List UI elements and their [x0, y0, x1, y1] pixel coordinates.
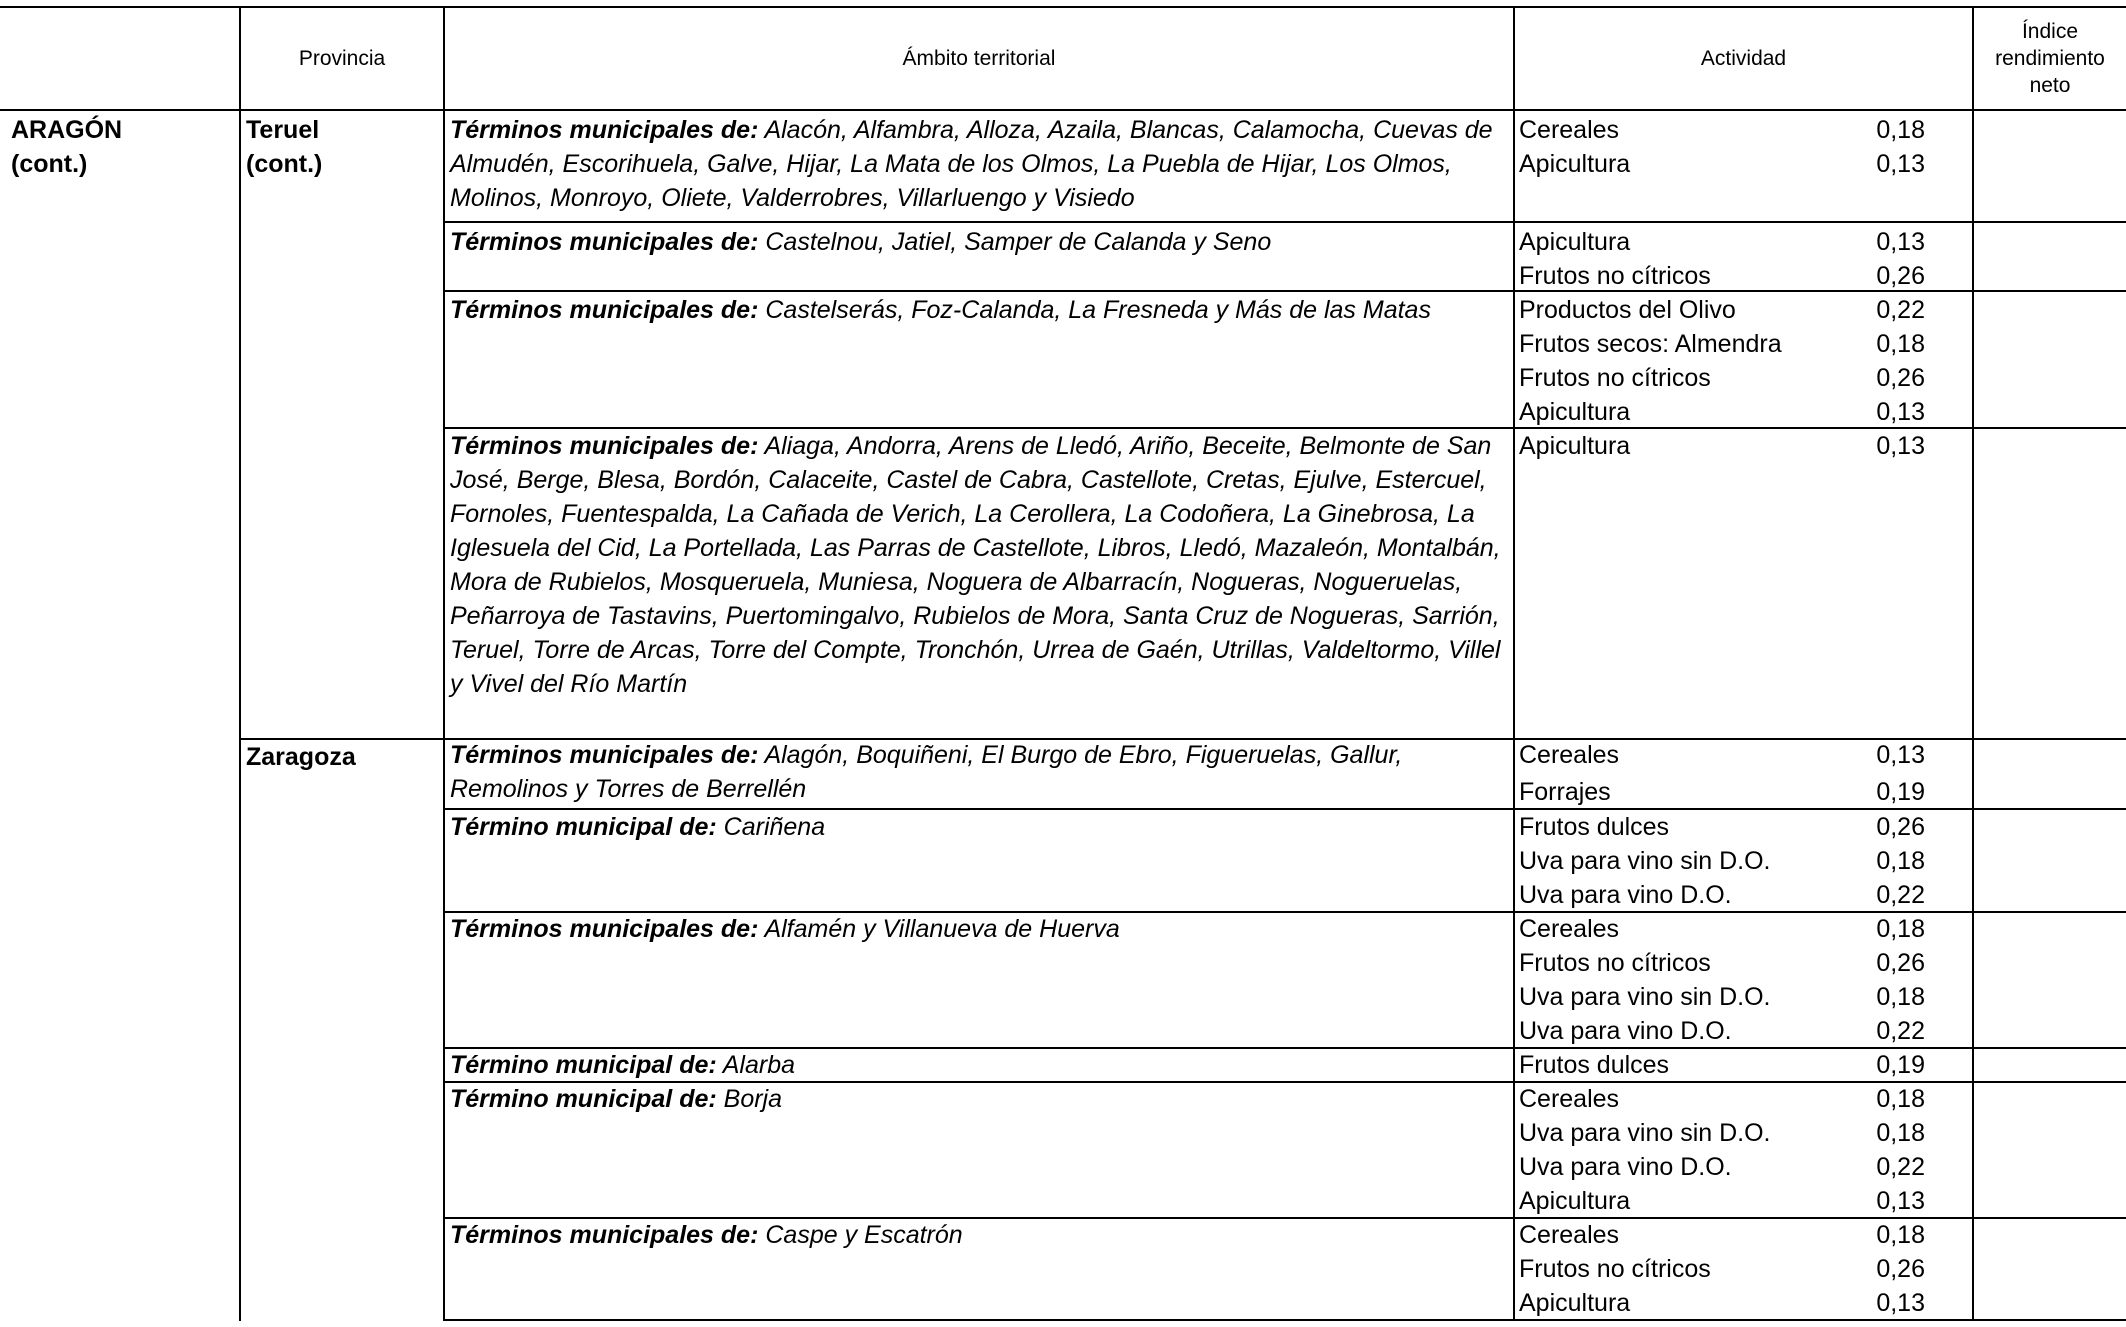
ambito-cell	[450, 429, 1510, 701]
actividad-cell: Cereales	[1519, 915, 1620, 943]
region-title: ARAGÓN	[11, 116, 123, 144]
ambito-label: Término municipal de:	[450, 813, 717, 841]
header-bottom-border	[0, 109, 2126, 111]
ambito-cell	[450, 113, 1510, 215]
actividad-cell: Frutos secos: Almendra	[1519, 330, 1782, 358]
actividad-cell: Apicultura	[1519, 398, 1631, 426]
actividad-cell: Frutos no cítricos	[1519, 949, 1711, 977]
ambito-cell	[450, 810, 1510, 844]
actividad-cell: Cereales	[1519, 1221, 1620, 1249]
indice-cell: 0,22	[1876, 296, 1925, 324]
row-separator	[443, 290, 2126, 292]
ambito-cell	[450, 225, 1510, 259]
actividad-cell: Apicultura	[1519, 1289, 1631, 1317]
ambito-places: Alagón, Boquiñeni, El Burgo de Ebro, Figueruelas, Gallur, Remolinos y Torres de Berrellén	[450, 741, 1403, 803]
indice-cell: 0,18	[1876, 1221, 1925, 1249]
indice-cell: 0,13	[1876, 1289, 1925, 1317]
actividad-cell: Uva para vino D.O.	[1519, 881, 1732, 909]
ambito-label: Términos municipales de:	[450, 296, 759, 324]
indice-cell: 0,18	[1876, 330, 1925, 358]
actividad-cell: Frutos dulces	[1519, 813, 1670, 841]
actividad-cell: Uva para vino sin D.O.	[1519, 983, 1771, 1011]
table-bottom-border	[443, 1319, 2126, 1321]
ambito-label: Términos municipales de:	[450, 432, 759, 460]
ambito-column-border	[443, 6, 445, 1321]
ambito-places: Aliaga, Andorra, Arens de Lledó, Ariño, Beceite, Belmonte de San José, Berge, Blesa, Bordón, Calaceite, Castel de Cabra, Castellote, Cretas, Ejulve, Estercuel, Fornoles, Fuentespalda, La Cañada de Verich, La Cerollera, La Codoñera, La Ginebrosa, La Iglesuela del Cid, La Portellada, Las Parras de Castellote, Libros, Lledó, Mazaleón, Montalbán, Mora de Rubielos, Mosqueruela, Muniesa, Noguera de Albarracín, Nogueras, Nogueruelas, Peñarroya de Tastavins, Puertomingalvo, Rubielos de Mora, Santa Cruz de Nogueras, Sarrión, Teruel, Torre de Arcas, Torre del Compte, Tronchón, Urrea de Gaén, Utrillas, Valdeltormo, Villel y Vivel del Río Martín	[450, 432, 1501, 698]
indice-cell: 0,13	[1876, 228, 1925, 256]
actividad-cell: Apicultura	[1519, 1187, 1631, 1215]
actividad-cell: Cereales	[1519, 741, 1620, 769]
indice-cell: 0,19	[1876, 778, 1925, 806]
ambito-cell	[450, 738, 1510, 806]
indice-cell: 0,13	[1876, 150, 1925, 178]
indice-cell: 0,22	[1876, 1017, 1925, 1045]
ambito-places: Alarba	[722, 1051, 795, 1079]
actividad-cell: Apicultura	[1519, 150, 1631, 178]
ambito-label: Términos municipales de:	[450, 915, 759, 943]
indice-cell: 0,26	[1876, 813, 1925, 841]
province-cont: (cont.)	[246, 150, 323, 178]
ambito-label: Términos municipales de:	[450, 741, 759, 769]
ambito-places: Cariñena	[723, 813, 826, 841]
provincia-column-border	[239, 6, 241, 1321]
province-teruel	[246, 113, 322, 181]
ambito-label: Término municipal de:	[450, 1051, 717, 1079]
indice-cell: 0,19	[1876, 1051, 1925, 1079]
ambito-label: Términos municipales de:	[450, 228, 759, 256]
ambito-places: Castelnou, Jatiel, Samper de Calanda y Seno	[765, 228, 1272, 256]
indice-cell: 0,13	[1876, 432, 1925, 460]
ambito-places: Alfamén y Villanueva de Huerva	[764, 915, 1120, 943]
indice-cell: 0,18	[1876, 1085, 1925, 1113]
ambito-places: Caspe y Escatrón	[765, 1221, 963, 1249]
actividad-cell: Frutos no cítricos	[1519, 1255, 1711, 1283]
province-title: Zaragoza	[246, 743, 356, 771]
ambito-label: Términos municipales de:	[450, 1221, 759, 1249]
actividad-cell: Productos del Olivo	[1519, 296, 1736, 324]
actividad-cell: Forrajes	[1519, 778, 1611, 806]
actividad-cell: Frutos dulces	[1519, 1051, 1670, 1079]
header-indice: Índice rendimiento neto	[1995, 20, 2105, 97]
ambito-label: Términos municipales de:	[450, 116, 759, 144]
ambito-places: Alacón, Alfambra, Alloza, Azaila, Blancas, Calamocha, Cuevas de Almudén, Escorihuela, Galve, Hijar, La Mata de los Olmos, La Puebla de Hijar, Los Olmos, Molinos, Monroyo, Oliete, Valderrobres, Villarluengo y Visiedo	[450, 116, 1493, 212]
indice-cell: 0,26	[1876, 364, 1925, 392]
header-ambito: Ámbito territorial	[902, 47, 1056, 70]
actividad-cell: Frutos no cítricos	[1519, 364, 1711, 392]
ambito-cell	[450, 1218, 1510, 1252]
indice-cell: 0,22	[1876, 881, 1925, 909]
ambito-cell	[450, 1082, 1510, 1116]
indice-cell: 0,13	[1876, 398, 1925, 426]
actividad-cell: Apicultura	[1519, 228, 1631, 256]
header-actividad: Actividad	[1700, 47, 1787, 70]
actividad-cell: Uva para vino sin D.O.	[1519, 847, 1771, 875]
indice-cell: 0,18	[1876, 116, 1925, 144]
ambito-cell	[450, 912, 1510, 946]
indice-cell: 0,18	[1876, 915, 1925, 943]
actividad-cell: Cereales	[1519, 116, 1620, 144]
indice-column-border	[1972, 6, 1974, 1321]
indice-cell: 0,22	[1876, 1153, 1925, 1181]
actividad-cell: Frutos no cítricos	[1519, 262, 1711, 290]
indice-cell: 0,18	[1876, 983, 1925, 1011]
region-name	[11, 113, 122, 181]
region-cont: (cont.)	[11, 150, 88, 178]
ambito-cell	[450, 1048, 1510, 1082]
indice-cell: 0,26	[1876, 1255, 1925, 1283]
province-zaragoza	[246, 740, 356, 774]
province-title: Teruel	[246, 116, 320, 144]
indice-cell: 0,18	[1876, 847, 1925, 875]
ambito-places: Castelserás, Foz-Calanda, La Fresneda y Más de las Matas	[765, 296, 1431, 324]
indice-cell: 0,13	[1876, 741, 1925, 769]
row-separator	[443, 221, 2126, 223]
ambito-places: Borja	[723, 1085, 783, 1113]
actividad-column-border	[1513, 6, 1515, 1321]
ambito-label: Término municipal de:	[450, 1085, 717, 1113]
indice-cell: 0,26	[1876, 262, 1925, 290]
actividad-cell: Cereales	[1519, 1085, 1620, 1113]
actividad-cell: Uva para vino D.O.	[1519, 1017, 1732, 1045]
actividad-cell: Uva para vino sin D.O.	[1519, 1119, 1771, 1147]
ambito-cell	[450, 293, 1510, 327]
actividad-cell: Uva para vino D.O.	[1519, 1153, 1732, 1181]
indice-cell: 0,18	[1876, 1119, 1925, 1147]
indice-cell: 0,13	[1876, 1187, 1925, 1215]
actividad-cell: Apicultura	[1519, 432, 1631, 460]
header-provincia: Provincia	[298, 47, 386, 70]
indice-cell: 0,26	[1876, 949, 1925, 977]
